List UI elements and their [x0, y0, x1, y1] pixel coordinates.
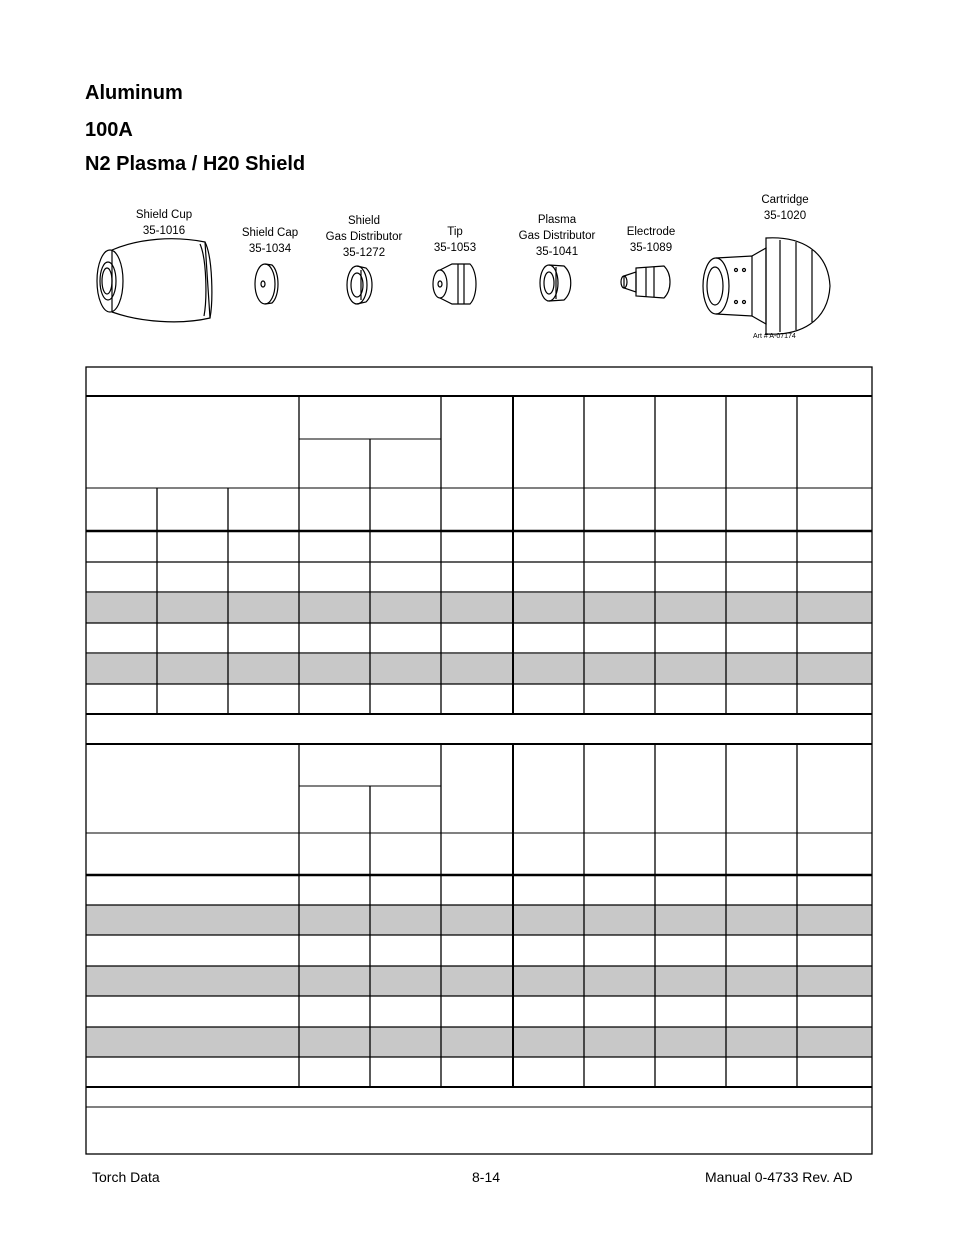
part-label-electrode: Electrode 35-1089	[626, 226, 676, 254]
shaded-row	[86, 966, 872, 996]
part-label-cartridge: Cartridge 35-1020	[761, 194, 809, 222]
part-label-shield-gas-distributor: Shield Gas Distributor 35-1272	[325, 215, 403, 259]
part-label-shield-cup: Shield Cup 35-1016	[135, 209, 193, 237]
footer-section: Torch Data	[92, 1169, 160, 1185]
shaded-row	[86, 654, 872, 684]
gas-title: N2 Plasma / H20 Shield	[85, 153, 306, 175]
shaded-row	[86, 1027, 872, 1057]
footer-manual-revision: Manual 0-4733 Rev. AD	[705, 1169, 853, 1185]
part-label-tip: Tip 35-1053	[433, 226, 477, 254]
material-title: Aluminum	[85, 82, 183, 104]
art-number: Art # A-07174	[753, 333, 796, 340]
footer-page-number: 8-14	[472, 1169, 501, 1185]
part-label-shield-cap: Shield Cap 35-1034	[241, 227, 299, 255]
shaded-row	[86, 905, 872, 935]
current-title: 100A	[85, 119, 133, 141]
shaded-row	[86, 593, 872, 623]
part-label-plasma-gas-distributor: Plasma Gas Distributor 35-1041	[518, 214, 596, 258]
